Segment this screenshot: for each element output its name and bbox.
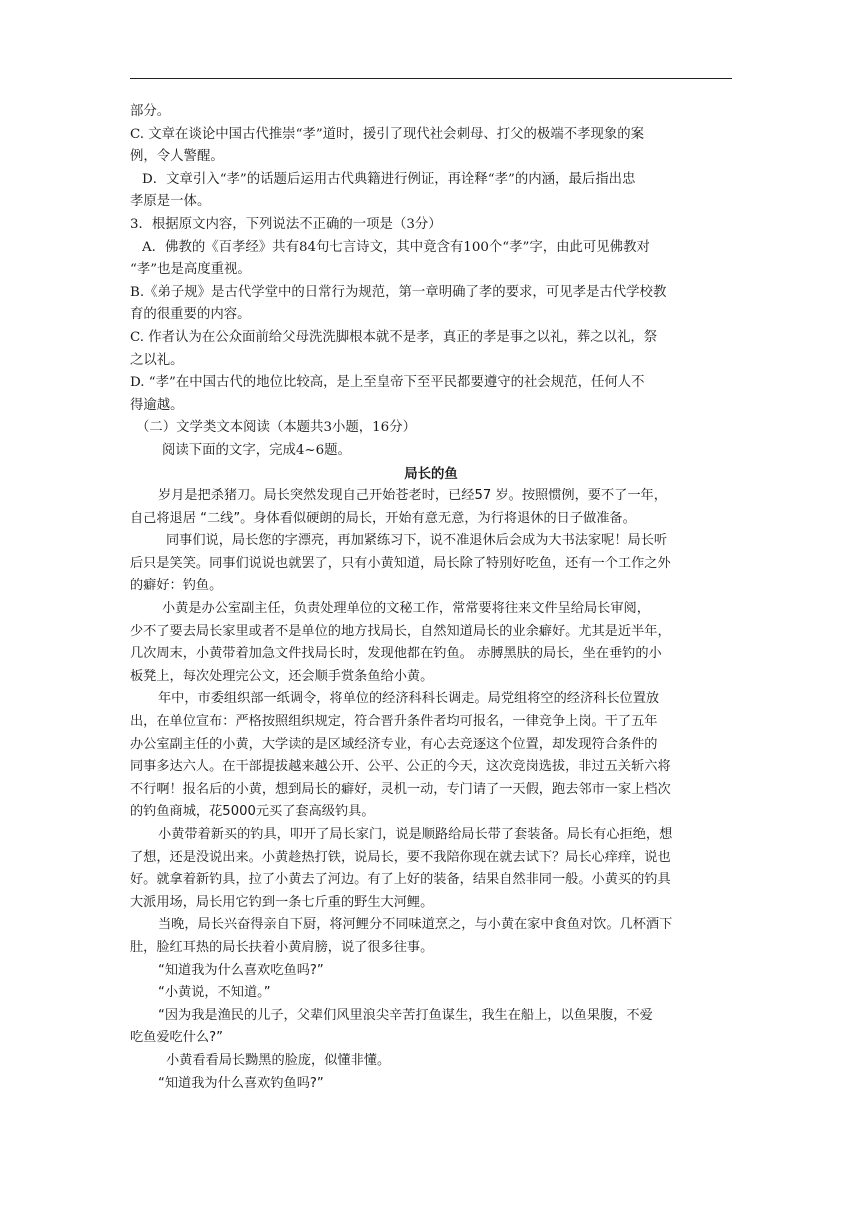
text-line: “孝”也是高度重视。 <box>130 262 251 278</box>
text-line: 阅读下面的文字，完成4~6题。 <box>162 442 351 458</box>
text-line: 同事多达六人。在干部提拔越来越公开、公平、公正的今天，这次竞岗选拔，非过五关斩六将 <box>130 759 671 775</box>
text-line: 出，在单位宣布：严格按照组织规定，符合晋升条件者均可报名，一律竞争上岗。干了五年 <box>130 714 658 730</box>
story-title: 局长的鱼 <box>404 465 458 482</box>
text-line: C. 文章在谈论中国古代推崇“孝”道时，援引了现代社会刺母、打父的极端不孝现象的案 <box>130 126 645 142</box>
text-line: “知道我为什么喜欢吃鱼吗?” <box>158 962 324 978</box>
text-line: 得逾越。 <box>130 397 184 413</box>
text-line: 同事们说，局长您的字漂亮，再加紧练习下，说不准退休后会成为大书法家呢！局长听 <box>166 533 668 549</box>
text-line: 的癖好：钓鱼。 <box>130 578 223 594</box>
text-line: 少不了要去局长家里或者不是单位的地方找局长，自然知道局长的业余癖好。尤其是近半年， <box>130 623 671 639</box>
text-line: 3．根据原文内容，下列说法不正确的一项是（3分） <box>130 216 442 232</box>
text-line: 育的很重要的内容。 <box>130 307 251 323</box>
text-line: 大派用场，局长用它钓到一条七斤重的野生大河鲤。 <box>130 894 434 910</box>
text-line: 小黄看看局长黝黑的脸庞，似懂非懂。 <box>166 1052 391 1068</box>
text-line: （二）文学类文本阅读（本题共3小题，16分） <box>136 420 416 436</box>
header-rule <box>130 78 732 79</box>
text-line: 年中，市委组织部一纸调令，将单位的经济科科长调走。局党组将空的经济科长位置放 <box>158 691 660 707</box>
text-line: 好。就拿着新钓具，拉了小黄去了河边。有了上好的装备，结果自然非同一般。小黄买的钓具 <box>130 872 671 888</box>
text-line: 肚，脸红耳热的局长扶着小黄肩膀，说了很多往事。 <box>130 939 434 955</box>
text-line: A．佛教的《百孝经》共有84句七言诗文，其中竟含有100个“孝”字，由此可见佛教对 <box>142 239 650 255</box>
text-line: 岁月是把杀猪刀。局长突然发现自己开始苍老时，已经57 岁。按照惯例，要不了一年， <box>158 488 667 504</box>
text-line: 例，令人警醒。 <box>130 149 224 165</box>
text-line: D. “孝”在中国古代的地位比较高，是上至皇帝下至平民都要遵守的社会规范，任何人不 <box>130 375 645 391</box>
text-line: D．文章引入“孝”的话题后运用古代典籍进行例证，再诠释“孝”的内涵，最后指出忠 <box>142 171 636 187</box>
text-line: 自己将退居 “二线”。身体看似硬朗的局长，开始有意无意，为行将退休的日子做准备。 <box>130 510 636 526</box>
text-line: 板凳上，每次处理完公文，还会顺手赏条鱼给小黄。 <box>130 668 434 684</box>
text-line: 后只是笑笑。同事们说说也就罢了，只有小黄知道，局长除了特别好吃鱼，还有一个工作之外 <box>130 555 671 571</box>
text-line: 部分。 <box>130 104 171 119</box>
text-line: 当晚，局长兴奋得亲自下厨，将河鲤分不同味道烹之，与小黄在家中食鱼对饮。几杯酒下 <box>158 917 673 933</box>
document-body <box>130 101 732 1095</box>
text-line: 了想，还是没说出来。小黄趁热打铁，说局长，要不我陪你现在就去试下？局长心痒痒，说也 <box>130 849 671 865</box>
text-line: B.《弟子规》是古代学堂中的日常行为规范，第一章明确了孝的要求，可见孝是古代学校教 <box>130 284 667 300</box>
text-line: 吃鱼爱吃什么?” <box>130 1030 223 1046</box>
text-line: “知道我为什么喜欢钓鱼吗?” <box>158 1075 324 1091</box>
text-line: 小黄是办公室副主任，负责处理单位的文秘工作，常常要将往来文件呈给局长审阅， <box>162 601 650 617</box>
text-line: 的钓鱼商城，花5000元买了套高级钓具。 <box>130 804 375 820</box>
text-line: “因为我是渔民的儿子，父辈们风里浪尖辛苦打鱼谋生，我生在船上，以鱼果腹，不爱 <box>158 1007 653 1023</box>
text-line: 孝原是一体。 <box>130 194 211 210</box>
text-line: “小黄说，不知道。” <box>158 985 271 1001</box>
text-line: 之以礼。 <box>130 352 184 368</box>
text-line: 几次周末，小黄带着加急文件找局长时，发现他都在钓鱼。 赤膊黑肤的局长，坐在垂钓的小 <box>130 646 662 662</box>
text-line: 办公室副主任的小黄，大学读的是区域经济专业，有心去竞逐这个位置，却发现符合条件的 <box>130 736 658 752</box>
text-line: 不行啊！报名后的小黄，想到局长的癖好，灵机一动，专门请了一天假，跑去邻市一家上档次 <box>130 781 671 797</box>
text-line: C. 作者认为在公众面前给父母洗洗脚根本就不是孝，真正的孝是事之以礼，葬之以礼，祭 <box>130 329 658 345</box>
text-line: 小黄带着新买的钓具，叩开了局长家门，说是顺路给局长带了套装备。局长有心拒绝，想 <box>158 827 673 842</box>
